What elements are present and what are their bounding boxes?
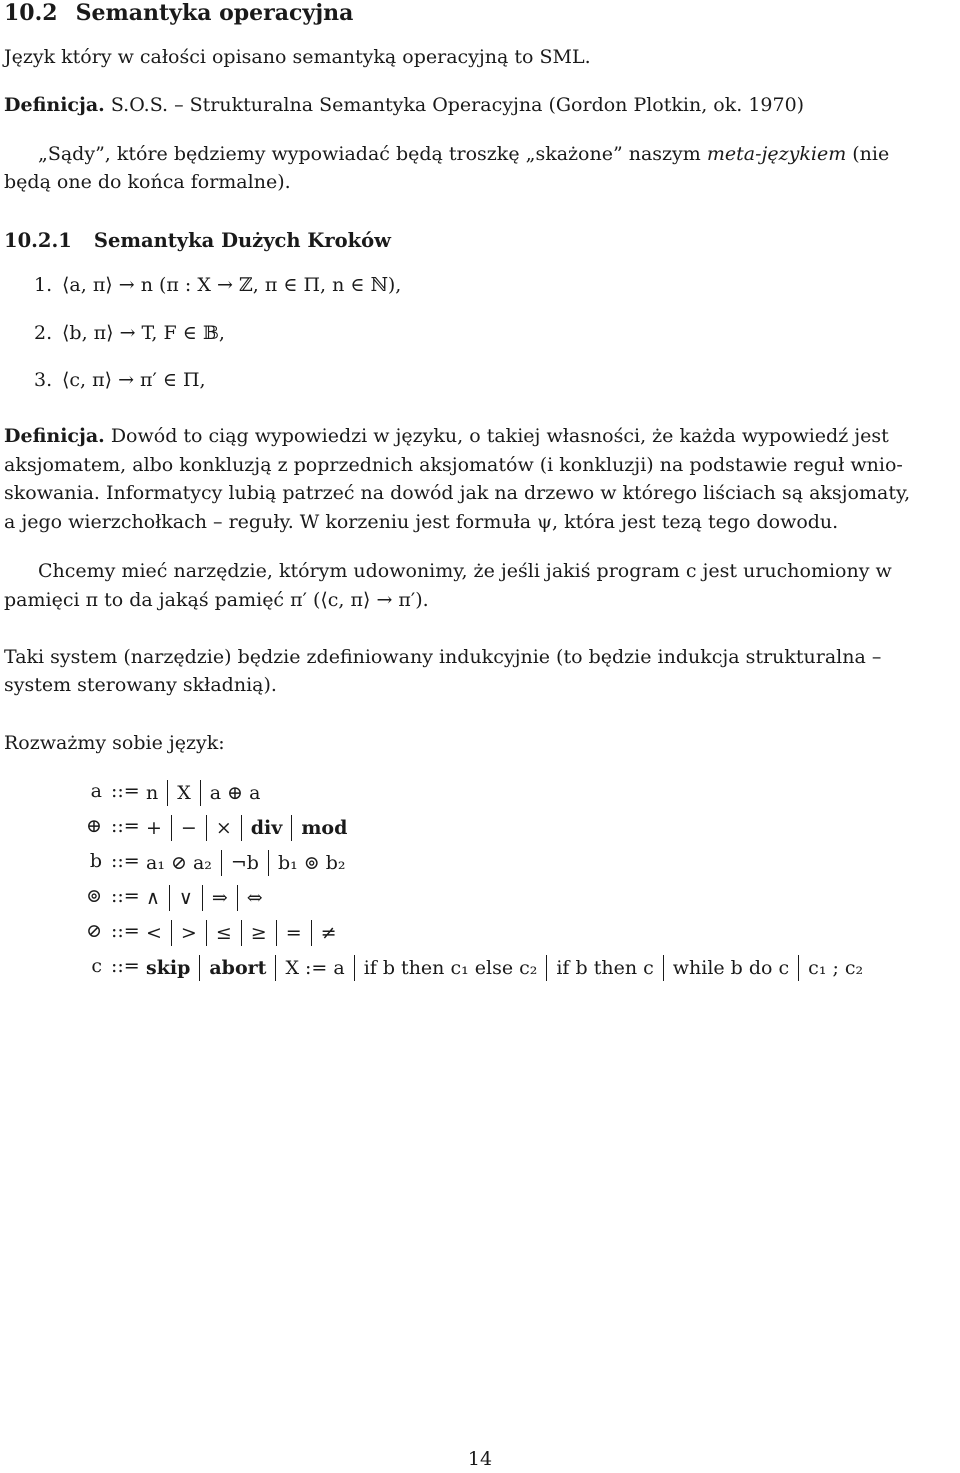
grammar-lhs: ⊘ (86, 920, 102, 942)
list-item-number: 1. (34, 274, 53, 296)
grammar-alt: b₁ ⊚ b₂ (277, 852, 346, 874)
grammar-defines: ::= (111, 885, 140, 907)
grammar-alt: n (146, 782, 159, 804)
page-number: 14 (467, 1448, 493, 1470)
grammar-alt: = (285, 922, 302, 944)
grammar-alt: ∧ (146, 887, 160, 909)
grammar-alternatives (146, 850, 346, 876)
list-item-formula: ⟨a, π⟩ → n (π : X → ℤ, π ∈ Π, n ∈ ℕ), (62, 274, 402, 296)
grammar-alternatives (146, 815, 347, 841)
alt-separator (171, 815, 172, 841)
grammar-alternatives (146, 920, 337, 946)
grammar-alt: abort (209, 957, 267, 979)
grammar-lhs: a (90, 780, 102, 802)
definition-proof-line4: a jego wierzchołkach – reguły. W korzeniu jest formuła ψ, która jest tezą tego dowodu. (4, 511, 839, 533)
grammar-lhs: b (89, 850, 102, 872)
grammar-defines: ::= (111, 955, 140, 977)
grammar-alt: c₁ ; c₂ (808, 957, 864, 979)
grammar-lhs: c (91, 955, 102, 977)
grammar-alt: − (180, 817, 197, 839)
grammar-alt: a₁ ⊘ a₂ (146, 852, 212, 874)
grammar-alt: × (215, 817, 232, 839)
alt-separator (237, 885, 238, 911)
subsection-number: 10.2.1 (4, 229, 72, 252)
grammar-alt: ≥ (250, 922, 267, 944)
grammar-alternatives (146, 885, 263, 911)
list-item-formula: ⟨c, π⟩ → π′ ∈ Π, (62, 369, 206, 391)
definition-label: Definicja. (4, 94, 105, 116)
sady-text-2: (nie (846, 143, 890, 165)
intro-paragraph: Język który w całości opisano semantyką operacyjną to SML. (4, 46, 591, 68)
rozwazmy-paragraph: Rozważmy sobie język: (4, 732, 225, 754)
grammar-alt: while b do c (672, 957, 790, 979)
grammar-alt: < (146, 922, 162, 944)
definition-proof-line2: aksjomatem, albo konkluzją z poprzednich aksjomatów (i konkluzji) na podstawie reguł wnio- (4, 454, 903, 476)
taki-paragraph-line2: system sterowany składnią). (4, 674, 277, 696)
alt-separator (546, 955, 547, 981)
alt-separator (798, 955, 799, 981)
grammar-alt: X (177, 782, 191, 804)
grammar-defines: ::= (111, 780, 140, 802)
subsection-heading (4, 229, 391, 252)
definition-proof-line1 (4, 422, 889, 450)
alt-separator (202, 885, 203, 911)
grammar-alt: div (250, 817, 283, 839)
grammar-alt: mod (301, 817, 348, 839)
alt-separator (221, 850, 222, 876)
subsection-title: Semantyka Dużych Kroków (93, 229, 391, 252)
grammar-alt: + (146, 817, 162, 839)
section-number: 10.2 (4, 0, 58, 26)
sady-text-1: „Sądy”, które będziemy wypowiadać będą troszkę „skażone” naszym (38, 143, 707, 165)
grammar-alt: ∨ (178, 887, 193, 909)
list-item (34, 369, 206, 391)
sady-paragraph-line2: będą one do końca formalne). (4, 171, 291, 193)
alt-separator (311, 920, 312, 946)
chcemy-paragraph-line1: Chcemy mieć narzędzie, którym udowonimy, że jeśli jakiś program c jest uruchomiony w (38, 560, 892, 582)
sady-paragraph-line1 (38, 140, 889, 168)
alt-separator (354, 955, 355, 981)
alt-separator (275, 955, 276, 981)
meta-language-term: meta-językiem (706, 143, 847, 165)
grammar-alternatives (146, 955, 863, 981)
definition-proof-line3: skowania. Informatycy lubią patrzeć na dowód jak na drzewo w którego liściach są aksjomaty, (4, 482, 911, 504)
grammar-defines: ::= (111, 850, 140, 872)
alt-separator (169, 885, 170, 911)
taki-paragraph-line1: Taki system (narzędzie) będzie zdefiniowany indukcyjnie (to będzie indukcja strukturalna – (4, 646, 882, 668)
definition-label: Definicja. (4, 425, 105, 447)
section-heading (4, 0, 353, 26)
list-item-formula: ⟨b, π⟩ → T, F ∈ 𝔹, (62, 322, 225, 344)
definition-sos (4, 91, 804, 119)
alt-separator (276, 920, 277, 946)
grammar-alt: X := a (285, 957, 345, 979)
section-title: Semantyka operacyjna (75, 0, 354, 26)
alt-separator (268, 850, 269, 876)
definition-proof-text: Dowód to ciąg wypowiedzi w języku, o takiej własności, że każda wypowiedź jest (104, 425, 889, 447)
grammar-alt: > (180, 922, 197, 944)
definition-sos-text: S.O.S. – Strukturalna Semantyka Operacyjna (Gordon Plotkin, ok. 1970) (104, 94, 805, 116)
grammar-alt: ⇔ (246, 887, 263, 909)
alt-separator (241, 815, 242, 841)
grammar-lhs: ⊕ (86, 815, 102, 837)
alt-separator (199, 955, 200, 981)
grammar-alt: skip (146, 957, 191, 979)
list-item-number: 3. (34, 369, 53, 391)
grammar-lhs: ⊚ (86, 885, 102, 907)
grammar-alt: if b then c₁ else c₂ (363, 957, 538, 979)
grammar-alt: if b then c (556, 957, 654, 979)
grammar-defines: ::= (111, 920, 140, 942)
alt-separator (241, 920, 242, 946)
grammar-alt: a ⊕ a (209, 782, 261, 804)
alt-separator (167, 780, 168, 806)
grammar-alt: ¬b (230, 852, 259, 874)
grammar-defines: ::= (111, 815, 140, 837)
alt-separator (291, 815, 292, 841)
grammar-alt: ≤ (215, 922, 232, 944)
alt-separator (206, 815, 207, 841)
grammar-alt: ≠ (320, 922, 337, 944)
list-item (34, 322, 225, 344)
list-item (34, 274, 401, 296)
chcemy-paragraph-line2: pamięci π to da jakąś pamięć π′ (⟨c, π⟩ → π′). (4, 589, 429, 611)
list-item-number: 2. (34, 322, 53, 344)
grammar-alt: ⇒ (211, 887, 228, 909)
grammar-alternatives (146, 780, 260, 806)
alt-separator (200, 780, 201, 806)
alt-separator (663, 955, 664, 981)
alt-separator (206, 920, 207, 946)
alt-separator (171, 920, 172, 946)
